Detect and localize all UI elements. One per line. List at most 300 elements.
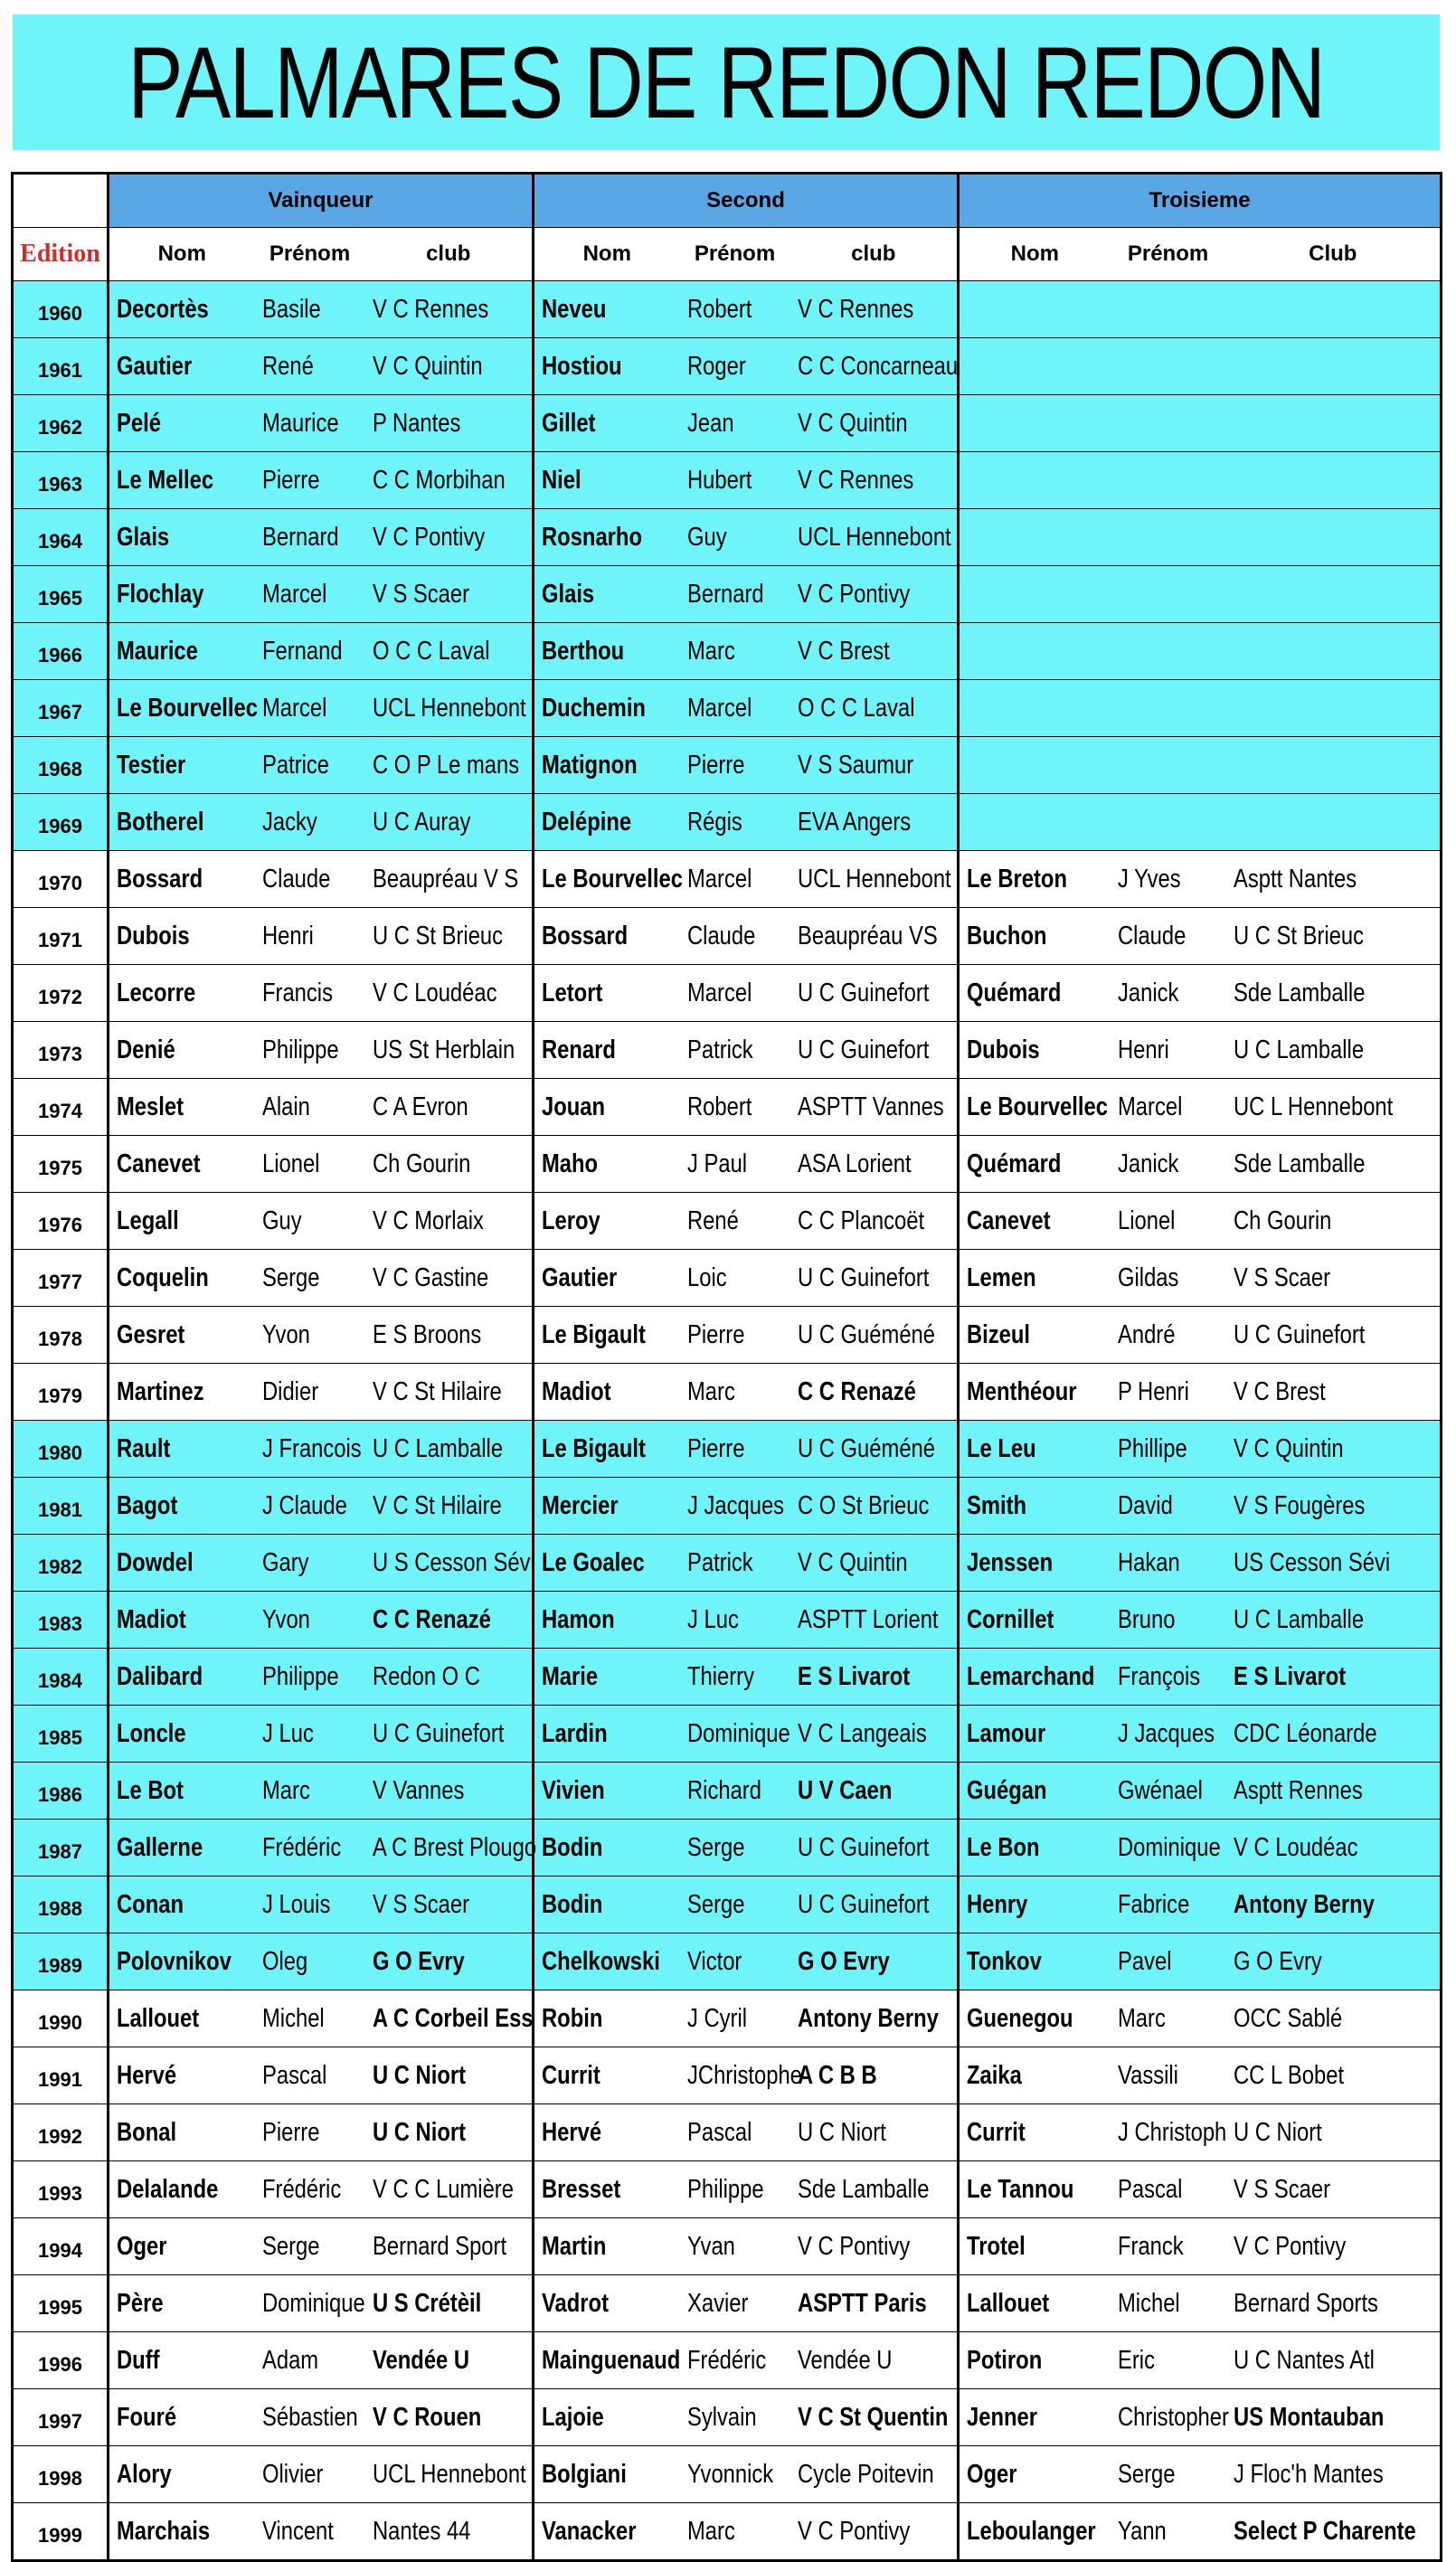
third-club-cell [1226,1592,1442,1649]
table-row [13,2332,1442,2389]
second-name-cell [534,2446,680,2503]
winner-name: Alory [117,2459,172,2489]
winner-firstname-cell [255,2389,365,2446]
table-row [13,1535,1442,1592]
edition-year: 1963 [13,452,109,509]
second-firstname-cell [680,2104,790,2161]
second-club-cell [790,452,959,509]
third-name-cell [959,1250,1111,1307]
second-firstname-cell [680,1364,790,1421]
second-club-cell [790,1877,959,1933]
third-firstname-cell [1111,1136,1226,1193]
table-row [13,2446,1442,2503]
third-firstname-cell [1111,395,1226,452]
third-firstname: Dominique [1117,1832,1221,1862]
winner-club-cell [365,851,534,908]
winner-club: US St Herblain [372,1035,515,1064]
winner-club-cell [365,338,534,395]
winner-club: U C St Brieuc [372,921,503,950]
third-firstname-cell [1111,737,1226,794]
third-firstname: Gildas [1117,1262,1178,1292]
winner-club-cell [365,1877,534,1933]
third-firstname: Marcel [1117,1092,1182,1121]
winner-firstname-cell [255,2446,365,2503]
edition-year: 1995 [13,2275,109,2332]
second-firstname-cell [680,1022,790,1079]
title-banner [13,14,1440,150]
winner-name: Martinez [117,1376,204,1406]
third-name: Jenssen [967,1547,1054,1577]
second-name-cell [534,2047,680,2104]
winner-firstname: J Luc [261,1718,314,1748]
second-name-cell [534,1478,680,1535]
second-club: V C Quintin [797,1547,908,1577]
winner-name: Fouré [117,2402,177,2432]
third-firstname: Christopher [1117,2402,1229,2432]
winner-name-cell [109,965,255,1022]
winner-firstname: Francis [261,978,333,1007]
second-firstname: Marc [686,636,735,666]
edition-year: 1977 [13,1250,109,1307]
winner-club: V C St Hilaire [372,1490,502,1520]
winner-firstname-cell [255,2104,365,2161]
second-club: V S Saumur [797,750,913,780]
second-name: Leroy [542,1205,600,1235]
table-row [13,1820,1442,1877]
winner-firstname-cell [255,1478,365,1535]
edition-year: 1965 [13,566,109,623]
winner-club-cell [365,1820,534,1877]
second-name: Chelkowski [542,1946,660,1976]
winner-name: Gesret [117,1319,185,1349]
winner-firstname: Frédéric [261,2174,341,2204]
winner-club-cell [365,965,534,1022]
third-name-cell [959,1307,1111,1364]
third-club-cell [1226,680,1442,737]
second-club-cell [790,1364,959,1421]
third-club: V C Brest [1233,1376,1326,1406]
edition-year: 1986 [13,1763,109,1820]
group-header-second: Second [534,174,959,228]
winner-club-cell [365,1250,534,1307]
second-name-cell [534,1763,680,1820]
table-row [13,2047,1442,2104]
third-club-cell [1226,1022,1442,1079]
winner-firstname-cell [255,1535,365,1592]
table-row [13,338,1442,395]
third-club-cell [1226,737,1442,794]
third-club-cell [1226,2446,1442,2503]
winner-club-cell [365,2275,534,2332]
winner-firstname: Patrice [261,750,329,780]
second-name-cell [534,566,680,623]
third-name-cell [959,1478,1111,1535]
third-club: OCC Sablé [1233,2003,1342,2033]
second-firstname: Serge [686,1832,744,1862]
third-club-cell [1226,1421,1442,1478]
winner-firstname-cell [255,2275,365,2332]
third-firstname-cell [1111,2446,1226,2503]
winner-name: Gallerne [117,1832,203,1862]
winner-club: U C Niort [372,2060,466,2090]
second-club: U C Guéméné [797,1433,935,1463]
third-club-cell [1226,623,1442,680]
third-name-cell [959,1592,1111,1649]
third-firstname-cell [1111,1535,1226,1592]
second-name-cell [534,395,680,452]
edition-year: 1974 [13,1079,109,1136]
winner-name-cell [109,2047,255,2104]
winner-firstname-cell [255,794,365,851]
winner-firstname: Pierre [261,2117,319,2147]
second-name: Letort [542,978,603,1007]
second-firstname-cell [680,2161,790,2218]
edition-year: 1962 [13,395,109,452]
winner-club: V C St Hilaire [372,1376,502,1406]
second-name: Bresset [542,2174,621,2204]
third-club-cell [1226,2047,1442,2104]
second-firstname: J Paul [686,1149,747,1178]
winner-club: C C Morbihan [372,465,506,495]
third-firstname: Yann [1117,2516,1167,2546]
second-name-cell [534,1820,680,1877]
winner-name: Conan [117,1889,184,1919]
winner-name-cell [109,680,258,737]
second-name-cell [534,1421,680,1478]
second-firstname: Robert [686,1092,752,1121]
third-name: Lamour [967,1718,1046,1748]
winner-firstname-cell [255,2218,365,2275]
second-firstname-cell [680,2503,790,2561]
edition-year: 1993 [13,2161,109,2218]
winner-club-cell [365,2104,534,2161]
third-name-cell [959,680,1111,737]
third-club: US Montauban [1233,2402,1384,2432]
third-firstname-cell [1111,1763,1226,1820]
winner-firstname: Philippe [261,1035,339,1064]
third-name-cell [959,338,1111,395]
winner-club: V C Rennes [372,294,488,324]
second-firstname: Claude [686,921,755,950]
third-club-cell [1226,1250,1442,1307]
third-club-cell [1226,1535,1442,1592]
second-name-cell [534,2389,680,2446]
third-firstname: P Henri [1117,1376,1189,1406]
table-row [13,1022,1442,1079]
winner-firstname: Gary [261,1547,309,1577]
third-club: Sde Lamballe [1233,978,1365,1007]
winner-club: E S Broons [372,1319,481,1349]
second-firstname: Sylvain [686,2402,757,2432]
third-club-cell [1226,566,1442,623]
second-name: Mercier [542,1490,619,1520]
second-firstname-cell [680,1193,790,1250]
second-club: C C Concarneau [797,351,958,381]
group-header-third: Troisieme [959,174,1442,228]
second-club: U C Guéméné [797,1319,935,1349]
table-row [13,2275,1442,2332]
winner-firstname-cell [255,452,365,509]
winner-name: Lallouet [117,2003,200,2033]
second-name-cell [534,737,680,794]
third-name-cell [959,1136,1111,1193]
third-firstname: J Yves [1117,864,1181,893]
second-firstname-cell [680,965,790,1022]
winner-firstname-cell [255,1592,365,1649]
second-club-cell [790,395,959,452]
table-row [13,2104,1442,2161]
winner-firstname: Marcel [261,693,326,723]
second-name-cell [534,1364,680,1421]
third-firstname: Pavel [1117,1946,1172,1976]
winner-firstname-cell [255,1649,365,1706]
second-name: Rosnarho [542,522,642,552]
third-club-cell [1226,452,1442,509]
third-firstname-cell [1111,623,1226,680]
second-firstname: Pierre [686,750,744,780]
winner-firstname: J Louis [261,1889,330,1919]
second-club-cell [790,338,959,395]
table-row [13,1079,1442,1136]
edition-year: 1994 [13,2218,109,2275]
second-name-cell [534,509,680,566]
second-club: V C Langeais [797,1718,927,1748]
winner-name: Glais [117,522,170,552]
edition-year: 1976 [13,1193,109,1250]
winner-club-cell [365,281,534,338]
third-club: J Floc'h Mantes [1233,2459,1384,2489]
winner-club: P Nantes [372,408,460,438]
third-firstname: Pascal [1117,2174,1182,2204]
second-club: Beaupréau VS [797,921,938,950]
table-row [13,2161,1442,2218]
second-name: Maho [542,1149,599,1178]
winner-club-cell [365,680,534,737]
second-firstname: René [686,1205,739,1235]
third-club: Asptt Nantes [1233,864,1357,893]
third-firstname: Janick [1117,1149,1178,1178]
second-name: Vanacker [542,2516,637,2546]
winner-name-cell [109,1079,255,1136]
second-name-cell [534,281,680,338]
winner-firstname: Michel [261,2003,325,2033]
second-club-cell [790,965,959,1022]
winner-firstname: Marc [261,1775,310,1805]
winner-firstname-cell [255,566,365,623]
second-name-cell [534,1193,680,1250]
third-club-cell [1226,2503,1442,2561]
winner-club-cell [365,1763,534,1820]
winner-club-cell [365,737,534,794]
third-name: Cornillet [967,1604,1054,1634]
third-club: V C Pontivy [1233,2231,1346,2261]
winner-name: Duff [117,2345,160,2375]
second-firstname-cell [680,2047,802,2104]
winner-club: Bernard Sport [372,2231,506,2261]
second-name-cell [534,1307,680,1364]
table-row [13,1136,1442,1193]
column-header-club: Club [1226,228,1442,281]
second-club: V C Rennes [797,465,913,495]
third-club-cell [1226,1706,1442,1763]
second-club: UCL Hennebont [797,864,951,893]
second-club: V C Quintin [797,408,908,438]
winner-firstname: Guy [261,1205,302,1235]
winner-club-cell [365,1990,534,2047]
second-name: Vadrot [542,2288,610,2318]
column-header-prenom: Prénom [255,228,365,281]
winner-firstname: Claude [261,864,330,893]
winner-club: G O Evry [372,1946,465,1976]
second-name-cell [534,1990,680,2047]
second-firstname: Hubert [686,465,752,495]
second-firstname: Roger [686,351,746,381]
winner-firstname-cell [255,2161,365,2218]
winner-firstname-cell [255,680,365,737]
second-firstname: Thierry [686,1661,754,1691]
winner-club: V C C Lumière [372,2174,514,2204]
third-club-cell [1226,395,1442,452]
third-name: Currit [967,2117,1026,2147]
winner-firstname-cell [255,965,365,1022]
winner-name-cell [109,1649,255,1706]
edition-year: 1988 [13,1877,109,1933]
winner-name: Loncle [117,1718,186,1748]
winner-firstname: Henri [261,921,314,950]
winner-name-cell [109,2218,255,2275]
table-row [13,566,1442,623]
third-club-cell [1226,1364,1442,1421]
second-name: Glais [542,579,595,609]
second-club-cell [790,623,959,680]
third-firstname-cell [1111,281,1226,338]
second-club: U V Caen [797,1775,892,1805]
winner-name: Père [117,2288,164,2318]
winner-firstname: Pierre [261,465,319,495]
third-club-cell [1226,908,1442,965]
third-name-cell [959,281,1111,338]
second-club-cell [790,1250,959,1307]
table-row [13,680,1442,737]
third-name-cell [959,1193,1111,1250]
table-row [13,281,1442,338]
third-firstname-cell [1111,1706,1226,1763]
third-firstname: Hakan [1117,1547,1180,1577]
edition-year: 1966 [13,623,109,680]
third-club-cell [1226,1079,1442,1136]
winner-club: Nantes 44 [372,2516,470,2546]
winner-name-cell [109,794,255,851]
column-header-nom: Nom [534,228,680,281]
winner-firstname: Sébastien [261,2402,358,2432]
winner-club: U C Auray [372,807,470,837]
winner-club: UCL Hennebont [372,2459,526,2489]
winner-name: Polovnikov [117,1946,232,1976]
second-name-cell [534,1706,680,1763]
second-firstname-cell [680,908,790,965]
table-row [13,1877,1442,1933]
winner-club-cell [365,2218,534,2275]
winner-name: Le Bot [117,1775,184,1805]
third-firstname: Claude [1117,921,1186,950]
third-name: Canevet [967,1205,1051,1235]
winner-firstname-cell [255,1990,365,2047]
winner-name-cell [109,1136,255,1193]
winner-name-cell [109,851,255,908]
second-club: V C Pontivy [797,2231,910,2261]
winner-club-cell [365,452,534,509]
third-name: Guégan [967,1775,1047,1805]
third-firstname: Phillipe [1117,1433,1187,1463]
second-firstname: Marcel [686,693,752,723]
third-firstname: Fabrice [1117,1889,1189,1919]
second-firstname: Jean [686,408,734,438]
second-name: Lardin [542,1718,608,1748]
third-firstname: J Jacques [1117,1718,1215,1748]
winner-name: Bagot [117,1490,178,1520]
second-club: Sde Lamballe [797,2174,929,2204]
third-firstname-cell [1111,908,1226,965]
winner-club-cell [365,908,534,965]
third-club: Sde Lamballe [1233,1149,1365,1178]
winner-firstname-cell [255,1079,365,1136]
winner-name: Gautier [117,351,193,381]
second-firstname: J Cyril [686,2003,747,2033]
second-firstname-cell [680,1990,790,2047]
second-club: V C Pontivy [797,2516,910,2546]
third-club: UC L Hennebont [1233,1092,1393,1121]
table-row [13,452,1442,509]
second-firstname-cell [680,1250,790,1307]
edition-year: 1999 [13,2503,109,2561]
winner-name: Testier [117,750,186,780]
winner-club: U S Cesson Sév [372,1547,530,1577]
third-name-cell [959,452,1111,509]
second-firstname: Philippe [686,2174,764,2204]
third-firstname-cell [1111,1307,1226,1364]
third-firstname-cell [1111,452,1226,509]
third-name: Trotel [967,2231,1026,2261]
edition-year: 1983 [13,1592,109,1649]
edition-year: 1979 [13,1364,109,1421]
second-club-cell [790,908,959,965]
third-club-cell [1226,1136,1442,1193]
winner-name-cell [109,2104,255,2161]
third-name: Quémard [967,978,1062,1007]
second-firstname-cell [680,338,790,395]
edition-year: 1967 [13,680,109,737]
third-club: U C Nantes Atl [1233,2345,1375,2375]
winner-name-cell [109,1820,255,1877]
winner-name-cell [109,509,255,566]
second-firstname-cell [680,1136,790,1193]
second-name: Duchemin [542,693,646,723]
second-club: U C Guinefort [797,1832,929,1862]
second-club-cell [790,566,959,623]
winner-firstname-cell [255,737,365,794]
third-name-cell [959,1421,1111,1478]
third-name-cell [959,1877,1111,1933]
third-name-cell [959,1535,1111,1592]
second-club: U C Guinefort [797,978,929,1007]
second-club-cell [790,281,959,338]
second-club-cell [790,2389,959,2446]
third-club-cell [1226,1307,1442,1364]
second-club-cell [790,2332,959,2389]
third-name: Lallouet [967,2288,1050,2318]
winner-club-cell [365,509,534,566]
winner-club: C O P Le mans [372,750,519,780]
